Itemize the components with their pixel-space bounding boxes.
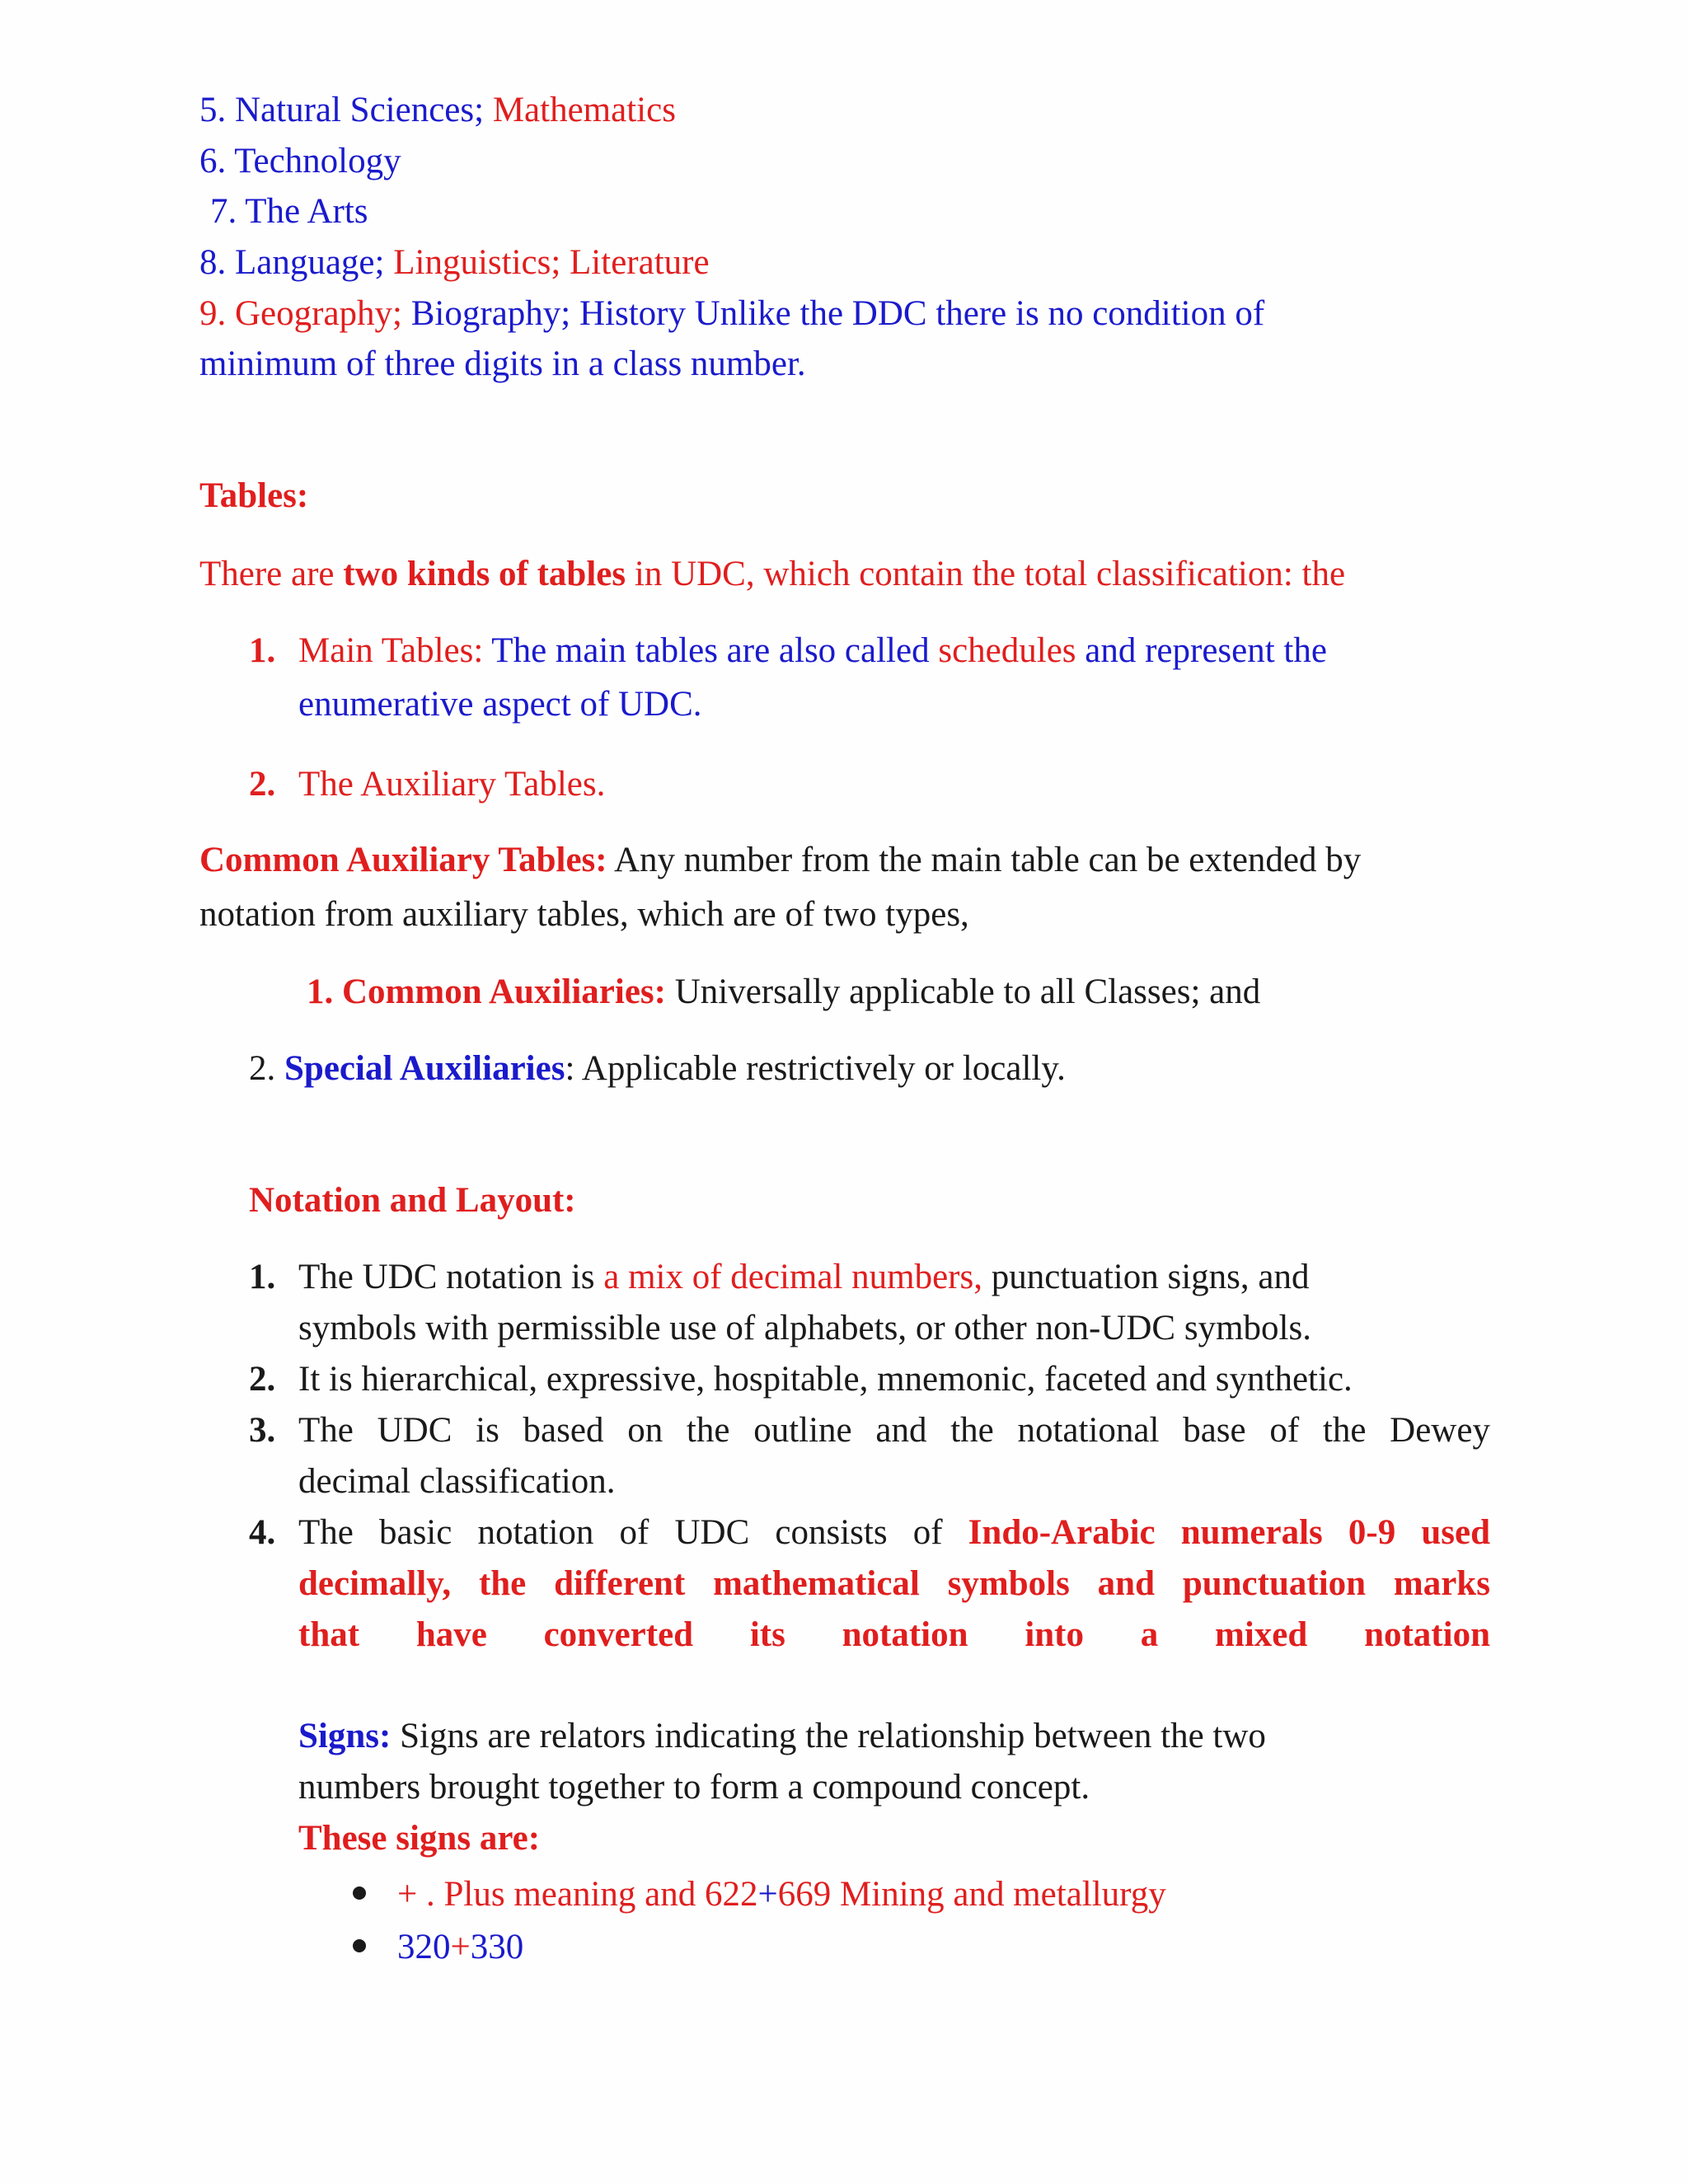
n4-word-bold: symbols [947, 1564, 1070, 1603]
n4-word-bold: its [749, 1615, 785, 1654]
n4-word-bold: have [415, 1615, 487, 1654]
tables-heading: Tables: [199, 476, 309, 515]
n4-word-bold: and [1097, 1564, 1155, 1603]
these-signs-heading: These signs are: [298, 1819, 541, 1858]
tables-intro-a: There are [199, 555, 335, 593]
bullet-dot [353, 1886, 366, 1900]
class-6-line: 6. Technology [199, 142, 401, 180]
n3-word: the [1322, 1411, 1367, 1450]
special-auxiliaries-text: : Applicable restrictively or locally. [565, 1049, 1066, 1088]
n4-word-bold: punctuation [1182, 1564, 1367, 1603]
common-auxiliaries-text: Universally applicable to all Classes; and [674, 972, 1261, 1011]
notation-item-1-continuation: symbols with permissible use of alphabets, or other non-UDC symbols. [298, 1309, 1311, 1347]
tables-item-1-b: The main tables are also called [491, 631, 930, 670]
notation-item-4 [298, 1515, 1490, 1550]
tables-intro-c: in UDC, [634, 555, 755, 593]
notation-item-4-line-3 [298, 1617, 1490, 1652]
n4-word: consists [775, 1513, 888, 1552]
n4-word: of [619, 1513, 649, 1552]
n3-word: the [686, 1411, 730, 1450]
special-auxiliaries-line [249, 1051, 1066, 1086]
class-8-extra: Linguistics; Literature [393, 243, 710, 282]
n3-word: based [523, 1411, 604, 1450]
n4-word-bold: notation [842, 1615, 968, 1654]
class-7-line: 7. The Arts [210, 192, 368, 231]
n4-word-bold: Indo-Arabic [968, 1513, 1156, 1552]
n4-word-bold: mathematical [713, 1564, 920, 1603]
n3-word: is [476, 1411, 499, 1450]
tables-item-1 [298, 633, 1327, 668]
n3-word: the [950, 1411, 994, 1450]
notation-heading: Notation and Layout: [249, 1181, 576, 1220]
n3-word: and [875, 1411, 927, 1450]
notation-item-3-number: 3. [249, 1411, 276, 1450]
notation-item-3 [298, 1413, 1490, 1448]
example-number-b: 330 [470, 1928, 524, 1966]
signs-label: Signs: [298, 1717, 392, 1755]
notation-item-2: It is hierarchical, expressive, hospitable, mnemonic, faceted and synthetic. [298, 1360, 1353, 1399]
notation-item-1-b: a mix of decimal numbers, [603, 1258, 982, 1296]
tables-item-1-c: schedules [938, 631, 1076, 670]
class-5-line [199, 92, 676, 128]
n4-word: basic [378, 1513, 452, 1552]
class-5-extra: Mathematics [492, 91, 676, 129]
notation-item-1-a: The UDC notation is [298, 1258, 595, 1296]
class-8-line [199, 245, 710, 280]
n3-word: on [627, 1411, 663, 1450]
signs-continuation: numbers brought together to form a compound concept. [298, 1768, 1090, 1807]
n4-word-bold: decimally, [298, 1564, 452, 1603]
special-auxiliaries-number: 2. [249, 1049, 276, 1088]
n3-word: base [1183, 1411, 1246, 1450]
sign-plus-item [397, 1877, 1166, 1912]
class-9-continuation: minimum of three digits in a class number. [199, 344, 806, 383]
n4-word: notation [477, 1513, 594, 1552]
n4-word-bold: marks [1393, 1564, 1490, 1603]
plus-symbol: + [450, 1928, 471, 1966]
n4-word-bold: the [478, 1564, 527, 1603]
notation-item-3-continuation: decimal classification. [298, 1462, 616, 1501]
common-aux-continuation: notation from auxiliary tables, which are of two types, [199, 895, 969, 934]
tables-intro-bold: two kinds of tables [343, 555, 626, 593]
class-9-extra: Biography; History Unlike the DDC there is no condition of [410, 294, 1265, 333]
class-9-label: 9. Geography; [199, 294, 402, 333]
n3-word: outline [753, 1411, 852, 1450]
tables-item-1-continuation: enumerative aspect of UDC. [298, 685, 702, 724]
n4-word-bold: numerals [1180, 1513, 1323, 1552]
common-auxiliaries-label: 1. Common Auxiliaries: [307, 972, 666, 1011]
n3-word: notational [1017, 1411, 1160, 1450]
n4-word-bold: converted [543, 1615, 694, 1654]
sign-plus-text-b: 669 Mining and metallurgy [777, 1875, 1166, 1914]
tables-intro [199, 556, 1345, 592]
common-aux-text: Any number from the main table can be extended by [613, 841, 1362, 879]
n4-word-bold: that [298, 1615, 360, 1654]
example-number-a: 320 [397, 1928, 451, 1966]
notation-item-1 [298, 1259, 1310, 1295]
n3-word: The [298, 1411, 354, 1450]
sign-plus-text-a: + . Plus meaning and 622 [397, 1875, 758, 1914]
signs-text: Signs are relators indicating the relationship between the two [400, 1717, 1266, 1755]
class-5-label: 5. Natural Sciences; [199, 91, 485, 129]
n4-word-bold: mixed [1215, 1615, 1308, 1654]
special-auxiliaries-label: Special Auxiliaries [284, 1049, 565, 1088]
notation-item-4-number: 4. [249, 1513, 276, 1552]
common-aux-line [199, 842, 1361, 878]
n4-word-bold: used [1421, 1513, 1490, 1552]
class-9-line [199, 296, 1264, 331]
sign-example-item [397, 1929, 523, 1965]
common-aux-heading: Common Auxiliary Tables: [199, 841, 607, 879]
n4-word-bold: notation [1364, 1615, 1490, 1654]
n3-word: UDC [377, 1411, 452, 1450]
n4-word: UDC [674, 1513, 750, 1552]
n4-word-bold: different [554, 1564, 686, 1603]
n4-word-bold: into [1025, 1615, 1084, 1654]
n3-word: Dewey [1390, 1411, 1490, 1450]
notation-item-2-number: 2. [249, 1360, 276, 1399]
class-8-label: 8. Language; [199, 243, 385, 282]
tables-intro-d: which contain the total classification: the [763, 555, 1346, 593]
plus-symbol: + [757, 1875, 778, 1914]
n4-word: of [912, 1513, 943, 1552]
n3-word: of [1269, 1411, 1300, 1450]
n4-word-bold: a [1140, 1615, 1159, 1654]
n4-word: The [298, 1513, 354, 1552]
tables-item-2-number: 2. [249, 765, 276, 804]
tables-item-2: The Auxiliary Tables. [298, 765, 606, 804]
tables-item-1-a: Main Tables: [298, 631, 484, 670]
bullet-dot [353, 1939, 366, 1952]
tables-item-1-d: and represent the [1085, 631, 1327, 670]
tables-item-1-number: 1. [249, 631, 276, 670]
signs-line [298, 1718, 1266, 1754]
common-auxiliaries-line [307, 974, 1260, 1010]
notation-item-4-line-2 [298, 1566, 1490, 1601]
notation-item-1-c: punctuation signs, and [991, 1258, 1310, 1296]
n4-word-bold: 0-9 [1348, 1513, 1396, 1552]
notation-item-1-number: 1. [249, 1258, 276, 1296]
